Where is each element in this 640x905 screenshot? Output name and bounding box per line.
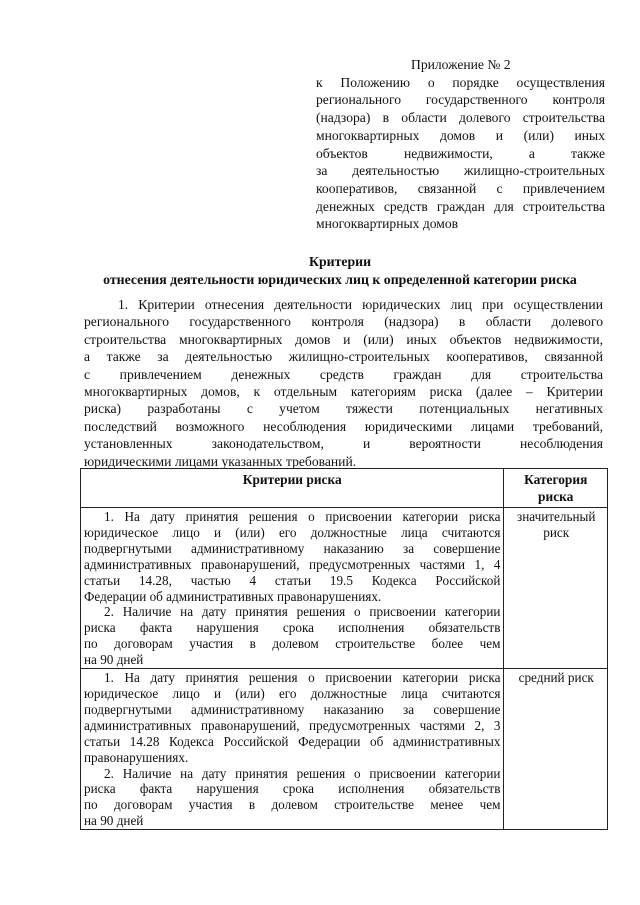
appendix-line: за деятельностью жилищно-строительных [316,163,605,179]
category-cell [504,508,608,669]
criteria-line: статьи 14.28 Кодекса Российской Федерации об административных [84,733,501,749]
appendix-block [316,56,605,233]
criteria-line: юридическое лицо и (или) его должностные лица считаются [84,524,501,540]
appendix-line: регионального государственного контроля [316,92,605,108]
intro-paragraph [84,296,603,470]
criteria-cell [81,669,504,830]
intro-line: 1. Критерии отнесения деятельности юридических лиц при осуществлении [118,297,603,312]
criteria-line: статьи 14.28, частью 4 статьи 19.5 Кодекса Российской [84,572,501,588]
category-cell [504,669,608,830]
table-row [81,508,608,669]
criteria-line: Федерации об административных правонарушениях. [84,588,382,604]
criteria-cell [81,508,504,669]
category-header-label: Категория [524,472,588,487]
document-heading [60,253,620,289]
criteria-line: на 90 дней [84,652,144,668]
appendix-line: кооперативов, связанной с привлечением [316,180,605,196]
intro-line: установленных законодательством, и вероятности несоблюдения [84,436,603,452]
criteria-line: 1. На дату принятия решения о присвоении категории риска [104,509,501,524]
criteria-line: риска факта нарушения срока исполнения обязательств [84,620,501,636]
criteria-line: 1. На дату принятия решения о присвоении категории риска [104,670,501,686]
criteria-line: правонарушениях. [84,749,189,765]
criteria-header-label: Критерии риска [242,472,342,487]
criteria-line: административных правонарушений, предусмотренных частями 1, 4 [84,556,501,572]
table-row [81,669,608,830]
criteria-line: административных правонарушений, предусмотренных частями 2, 3 [84,717,501,733]
criteria-line: по договорам участия в долевом строительстве более чем [84,636,501,652]
category-column-header [504,469,608,508]
intro-line: многоквартирных домов, к отдельным категориям риска (далее – Критерии [84,384,603,400]
intro-line: регионального государственного контроля (надзора) в области долевого [84,314,603,330]
criteria-line: 2. Наличие на дату принятия решения о присвоении категории [104,765,501,781]
intro-line: риска) разработаны с учетом тяжести потенциальных негативных [84,401,603,417]
appendix-line: денежных средств граждан для строительства [316,198,605,214]
criteria-line: по договорам участия в долевом строительстве менее чем [84,797,501,813]
appendix-title: Приложение № 2 [411,57,511,72]
criteria-line: подвергнутыми административному наказанию за совершение [84,701,501,717]
appendix-line: многоквартирных домов и (или) иных [316,127,605,143]
criteria-column-header [81,469,504,508]
appendix-line: к Положению о порядке осуществления [316,74,605,90]
criteria-line: подвергнутыми административному наказанию за совершение [84,540,501,556]
intro-line: строительства многоквартирных домов и (или) иных объектов недвижимости, [84,331,603,347]
intro-line: а также за деятельностью жилищно-строительных кооперативов, связанной [84,349,603,365]
category-label: значительный [516,509,596,524]
appendix-line: объектов недвижимости, а также [316,145,605,161]
risk-criteria-table [80,468,608,830]
criteria-line: на 90 дней [84,813,144,829]
appendix-line: (надзора) в области долевого строительства [316,110,605,126]
criteria-line: 2. Наличие на дату принятия решения о присвоении категории [104,604,501,620]
heading-subtitle: отнесения деятельности юридических лиц к определенной категории риска [103,272,577,287]
category-header-label: риска [538,489,574,504]
intro-line: с привлечением денежных средств граждан для строительства [84,366,603,382]
criteria-line: риска факта нарушения срока исполнения обязательств [84,781,501,797]
category-label: средний риск [518,670,594,686]
criteria-line: юридическое лицо и (или) его должностные лица считаются [84,685,501,701]
intro-line: юридическими лицами указанных требований. [84,453,357,469]
appendix-line: многоквартирных домов [316,216,459,232]
heading-title: Критерии [308,254,372,269]
category-label: риск [543,524,570,540]
intro-line: последствий возможного несоблюдения юридическими лицами требований, [84,418,603,434]
table-header-row [81,469,608,508]
